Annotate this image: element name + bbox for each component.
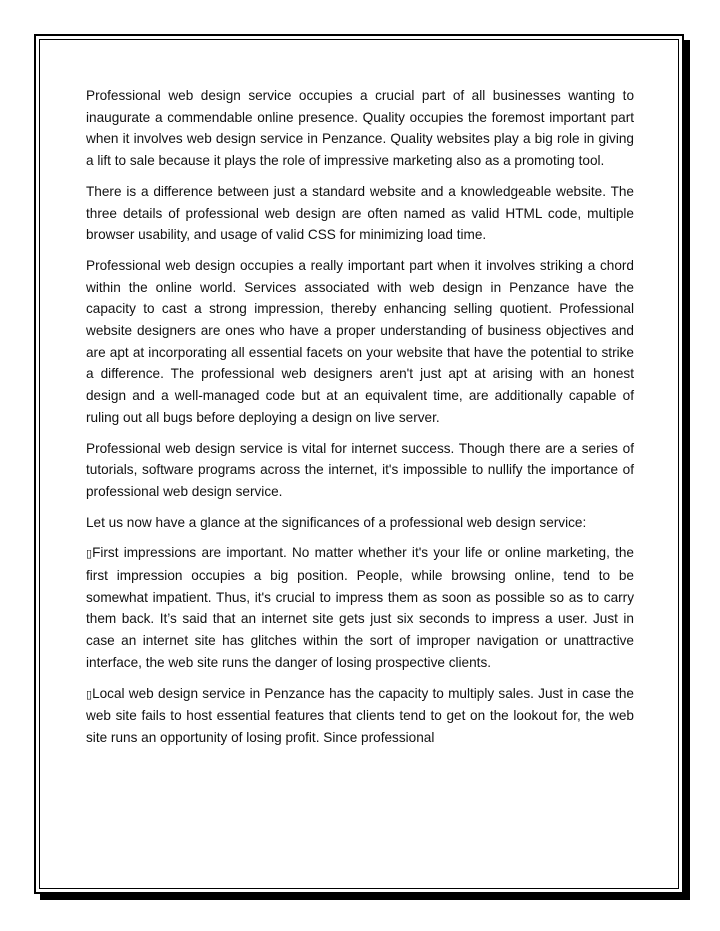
paragraph-3: Professional web design occupies a really important part when it involves striking a chord within the online world. Services associated with web design in Penzance have the capacity to cast a strong impression, thereby enhancing selling quotient. Professional website designers are ones who have a proper understanding of business objectives and are apt at incorporating all essential facets on your website that have the potential to strike a difference. The professional web designers aren't just apt at arising with an honest design and a well-managed code but at an equivalent time, are additionally capable of ruling out all bugs before deploying a design on live server. — [86, 257, 634, 425]
bullet-marker-icon: ▯ — [86, 687, 93, 701]
paragraph-5: Let us now have a glance at the significances of a professional web design service: — [86, 514, 587, 530]
document-body — [86, 85, 634, 758]
bullet-text-1: First impressions are important. No matter whether it's your life or online marketing, the first impression occupies a big position. People, while browsing online, tend to be somewhat impatient. Thus, it's crucial to impress them as soon as possible so as to carry them back. It’s said that an internet site gets just six seconds to impress a user. Just in case an internet site has glitches within the sort of improper navigation or unattractive interface, the web site runs the danger of losing prospective clients. — [86, 545, 634, 670]
bullet-text-2: Local web design service in Penzance has the capacity to multiply sales. Just in case the web site fails to host essential features that clients tend to get on the lookout for, the web site runs an opportunity of losing profit. Since professional — [86, 685, 634, 745]
paragraph-2: There is a difference between just a standard website and a knowledgeable website. The three details of professional web design are often named as valid HTML code, multiple browser usability, and usage of valid CSS for minimizing load time. — [86, 183, 634, 243]
bullet-item-1 — [86, 542, 634, 673]
bullet-marker-icon: ▯ — [86, 547, 93, 561]
document-page — [34, 34, 684, 894]
paragraph-4: Professional web design service is vital for internet success. Though there are a series of tutorials, software programs across the internet, it's impossible to nullify the importance of professional web design service. — [86, 440, 634, 499]
bullet-item-2 — [86, 683, 634, 749]
paragraph-1: Professional web design service occupies a crucial part of all businesses wanting to inaugurate a commendable online presence. Quality occupies the foremost important part when it involves web design service in Penzance. Quality websites play a big role in giving a lift to sale because it plays the role of impressive marketing also as a promoting tool. — [86, 88, 634, 169]
